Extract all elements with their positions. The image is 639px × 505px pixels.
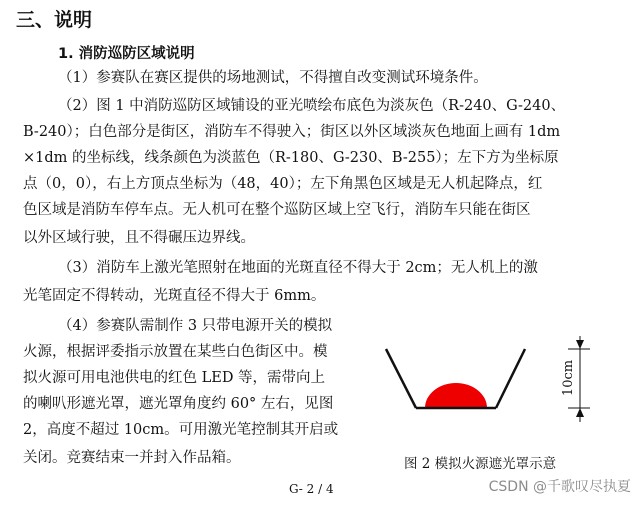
shade-left-wall (386, 349, 416, 408)
watermark: CSDN @千歌叹尽执夏 (488, 479, 631, 495)
text-line: 关闭。竞赛结束一并封入作品箱。 (23, 450, 241, 466)
text-line: B-240）；白色部分是街区，消防车不得驶入；街区以外区域淡灰色地面上画有 1dm (23, 124, 561, 140)
shade-right-wall (496, 349, 525, 408)
dimension-label: 10cm (561, 359, 576, 397)
text-line: 2，高度不超过 10cm。可用激光笔控制其开启或 (23, 422, 339, 438)
text-line: 火源，根据评委指示放置在某些白色街区中。模 (23, 344, 328, 360)
text-line: 拟火源可用电池供电的红色 LED 等，需带向上 (23, 370, 326, 386)
dimension-arrow-bottom (576, 408, 584, 417)
subsection-title: 1. 消防巡防区域说明 (58, 46, 195, 62)
figure-caption: 图 2 模拟火源遮光罩示意 (404, 456, 557, 472)
text-line: （3）消防车上激光笔照射在地面的光斑直径不得大于 2cm；无人机上的激 (58, 260, 538, 276)
text-line: 以外区域行驶，且不得碾压边界线。 (23, 230, 255, 246)
text-line: ×1dm 的坐标线，线条颜色为淡蓝色（R-180、G-230、B-255）；左下方为坐标原 (23, 150, 559, 166)
text-line: 光笔固定不得转动，光斑直径不得大于 6mm。 (23, 288, 326, 304)
page-number: G- 2 / 4 (289, 482, 334, 496)
dimension-arrow-top (576, 340, 584, 349)
text-line: 色区域是消防车停车点。无人机可在整个巡防区域上空飞行，消防车只能在街区 (23, 202, 531, 218)
text-line: 点（0，0），右上方顶点坐标为（48，40）；左下角黑色区域是无人机起降点，红 (23, 176, 543, 192)
text-line: 的喇叭形遮光罩，遮光罩角度约 60° 左右，见图 (23, 396, 334, 412)
red-light-semicircle (425, 383, 487, 408)
text-line: （4）参赛队需制作 3 只带电源开关的模拟 (58, 318, 333, 334)
text-line: （2）图 1 中消防巡防区域铺设的亚光喷绘布底色为淡灰色（R-240、G-240、 (58, 98, 566, 114)
section-title: 三、说明 (16, 9, 93, 31)
text-line: （1）参赛队在赛区提供的场地测试，不得擅自改变测试环境条件。 (58, 70, 488, 86)
